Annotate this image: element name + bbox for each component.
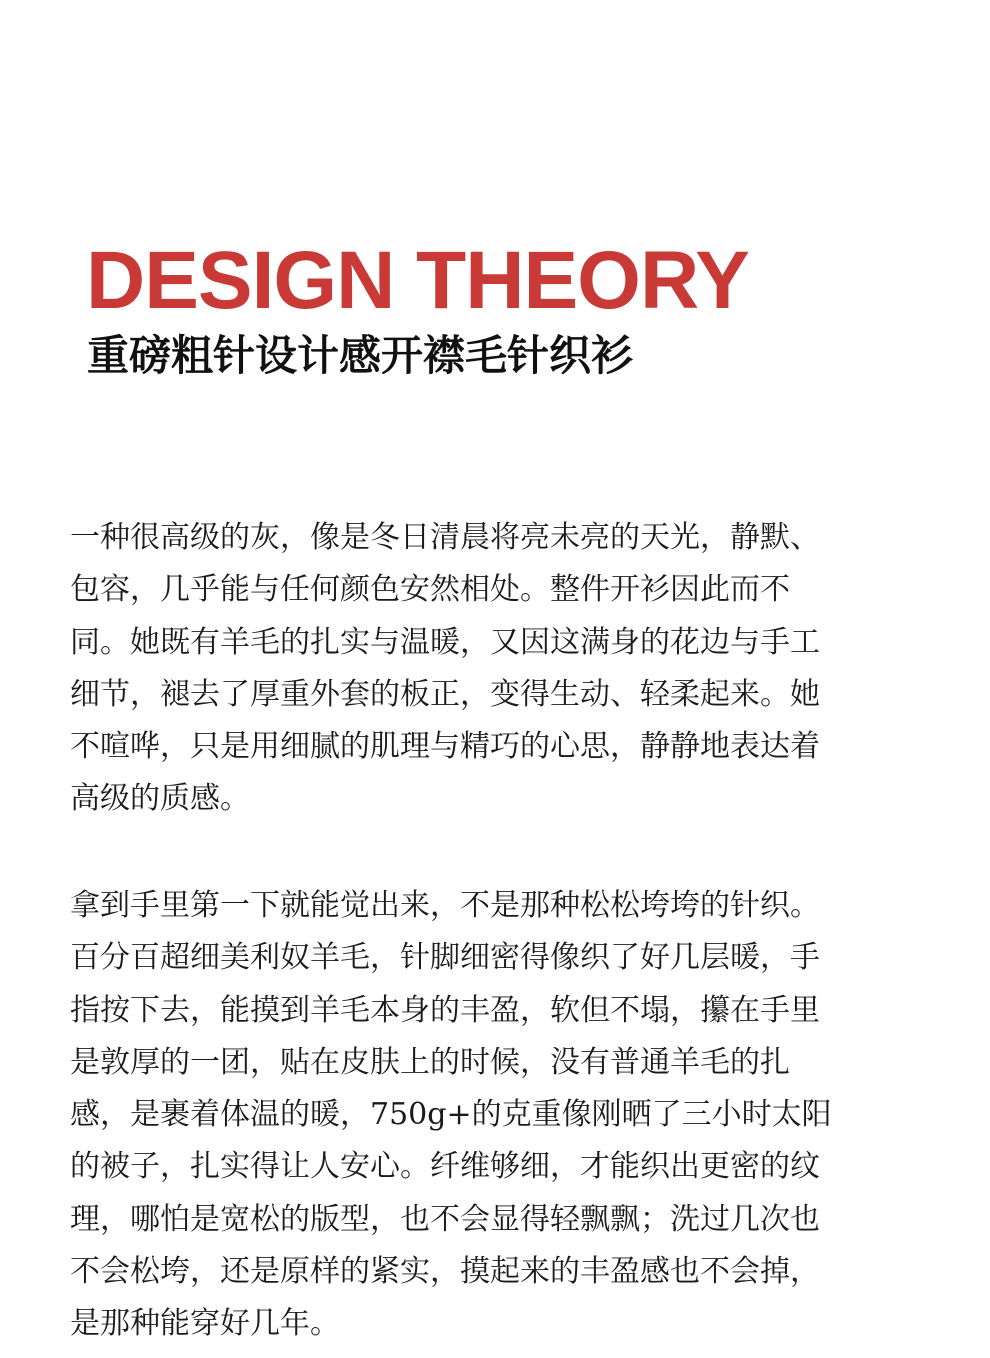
body-paragraph-2 xyxy=(70,880,922,1351)
paragraph-line: 百分百超细美利奴羊毛，针脚细密得像织了好几层暖，手 xyxy=(70,940,820,976)
paragraph-line: 拿到手里第一下就能觉出来，不是那种松松垮垮的针织。 xyxy=(70,888,820,923)
paragraph-line: 不会松垮，还是原样的紧实，摸起来的丰盈感也不会掉， xyxy=(70,1254,820,1290)
section-eyebrow-title: DESIGN THEORY xyxy=(86,235,749,326)
paragraph-line: 高级的质感。 xyxy=(70,781,250,817)
paragraph-line: 的被子，扎实得让人安心。纤维够细，才能织出更密的纹 xyxy=(70,1149,820,1185)
paragraph-line: 包容，几乎能与任何颜色安然相处。整件开衫因此而不 xyxy=(70,572,790,608)
body-paragraph-1 xyxy=(70,512,922,826)
paragraph-line: 指按下去，能摸到羊毛本身的丰盈，软但不塌，攥在手里 xyxy=(70,992,820,1028)
paragraph-line: 理，哪怕是宽松的版型，也不会显得轻飘飘；洗过几次也 xyxy=(70,1201,820,1237)
paragraph-line: 不喧哗，只是用细腻的肌理与精巧的心思，静静地表达着 xyxy=(70,729,820,765)
paragraph-line: 感，是裹着体温的暖，750g+的克重像刚晒了三小时太阳 xyxy=(70,1097,832,1133)
paragraph-line: 是敦厚的一团，贴在皮肤上的时候，没有普通羊毛的扎 xyxy=(70,1044,790,1080)
paragraph-line: 同。她既有羊毛的扎实与温暖，又因这满身的花边与手工 xyxy=(70,624,820,660)
paragraph-line: 细节，褪去了厚重外套的板正，变得生动、轻柔起来。她 xyxy=(70,676,820,712)
product-title: 重磅粗针设计感开襟毛针织衫 xyxy=(87,331,634,380)
paragraph-line: 是那种能穿好几年。 xyxy=(70,1306,340,1342)
paragraph-line: 一种很高级的灰，像是冬日清晨将亮未亮的天光，静默、 xyxy=(70,520,820,555)
